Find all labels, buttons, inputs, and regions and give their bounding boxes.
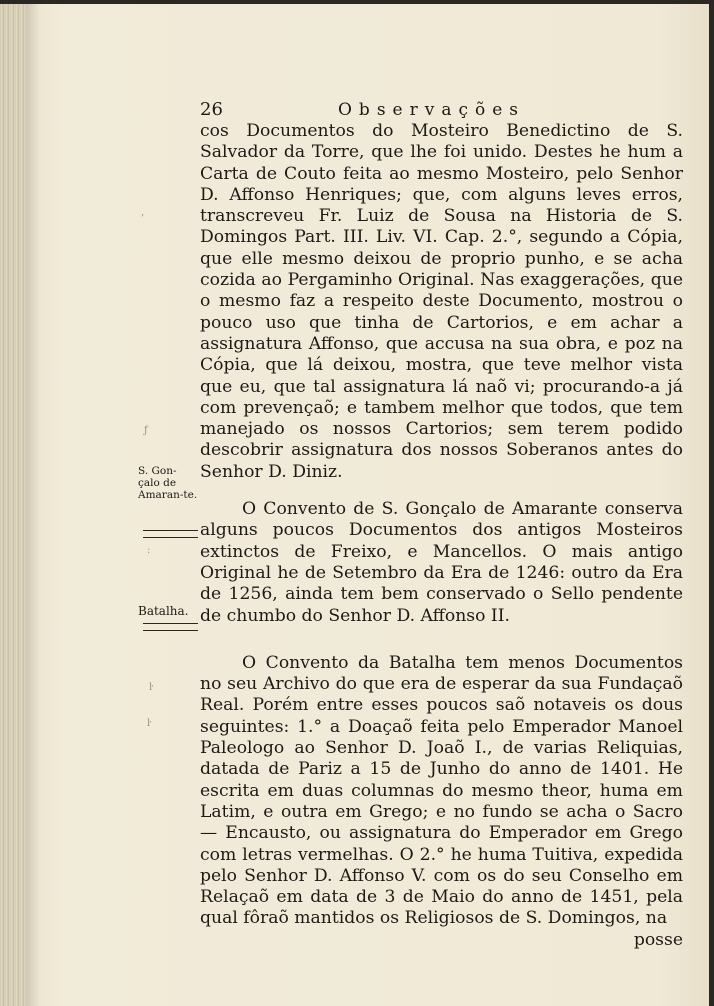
catchword: posse: [633, 929, 683, 950]
margin-note-goncalo: S. Gon-çalo de Amaran-te.: [138, 465, 198, 501]
bleed-mark: ‚: [141, 207, 145, 218]
body-text: [200, 121, 683, 951]
page-gutter: [0, 0, 26, 1006]
paragraph: cos Documentos do Mosteiro Benedictino de S. Salvador da Torre, que lhe foi unido. Destes he hum a Carta de Couto feita ao mesmo Mosteiro, pelo Senhor D. Affonso Henriques; que, com alguns leves erros, transcreveu Fr. Luiz de Sousa na Historia de S. Domingos Part. III. Liv. VI. Cap. 2.°, segundo a Cópia, que elle mesmo deixou de proprio punho, e se acha cozida ao Pergaminho Original. Nas exaggerações, que o mesmo faz a respeito deste Documento, mostrou o pouco uso que tinha de Cartorios, e em achar a assignatura Affonso, que accusa na sua obra, e poz na Cópia, que lá deixou, mostra, que teve melhor vista que eu, que tal assignatura lá naõ vi; procurando-a já com prevençaõ; e tambem melhor que todos, que tem manejado os nossos Cartorios; sem terem podido descobrir assignatura dos nossos Soberanos antes do Senhor D. Diniz.: [200, 121, 683, 482]
running-title: Observações: [338, 100, 526, 120]
margin-rule: [143, 623, 198, 631]
bleed-mark: ŀ: [147, 718, 151, 729]
top-edge: [0, 0, 714, 4]
margin-rule: [143, 530, 198, 538]
paragraph: O Convento da Batalha tem menos Documentos no seu Archivo do que era de esperar da sua Fundaçaõ Real. Porém entre esses poucos saõ notaveis os dous seguintes: 1.° a Doaçaõ feita pelo Emperador Manoel Paleologo ao Senhor D. Joaõ I., de varias Reliquias, datada de Pariz a 15 de Junho do anno de 1401. He escrita em duas columnas do mesmo theor, huma em Latim, e outra em Grego; e no fundo se acha o Sacro — Encausto, ou assignatura do Emperador em Grego com letras vermelhas. O 2.° he huma Tuitiva, expedida pelo Senhor D. Affonso V. com os do seu Conselho em Relaçaõ em data de 3 de Maio do anno de 1451, pela qual fôraõ mantidos os Religiosos de S. Domingos, na: [200, 652, 683, 929]
right-edge: [709, 0, 714, 1006]
bleed-mark: :: [147, 545, 151, 556]
gutter-shadow: [26, 0, 40, 1006]
paragraph: O Convento de S. Gonçalo de Amarante conserva alguns poucos Documentos dos antigos Mosteiros extinctos de Freixo, e Mancellos. O mais antigo Original he de Setembro da Era de 1246: outro da Era de 1256, ainda tem bem conservado o Sello pendente de chumbo do Senhor D. Affonso II.: [200, 499, 683, 626]
bleed-mark: ŀ: [149, 682, 153, 693]
bleed-mark: ƒ: [144, 425, 148, 436]
page-header: [200, 97, 690, 123]
page-number: 26: [200, 99, 223, 120]
margin-note-batalha: Batalha.: [138, 604, 189, 618]
